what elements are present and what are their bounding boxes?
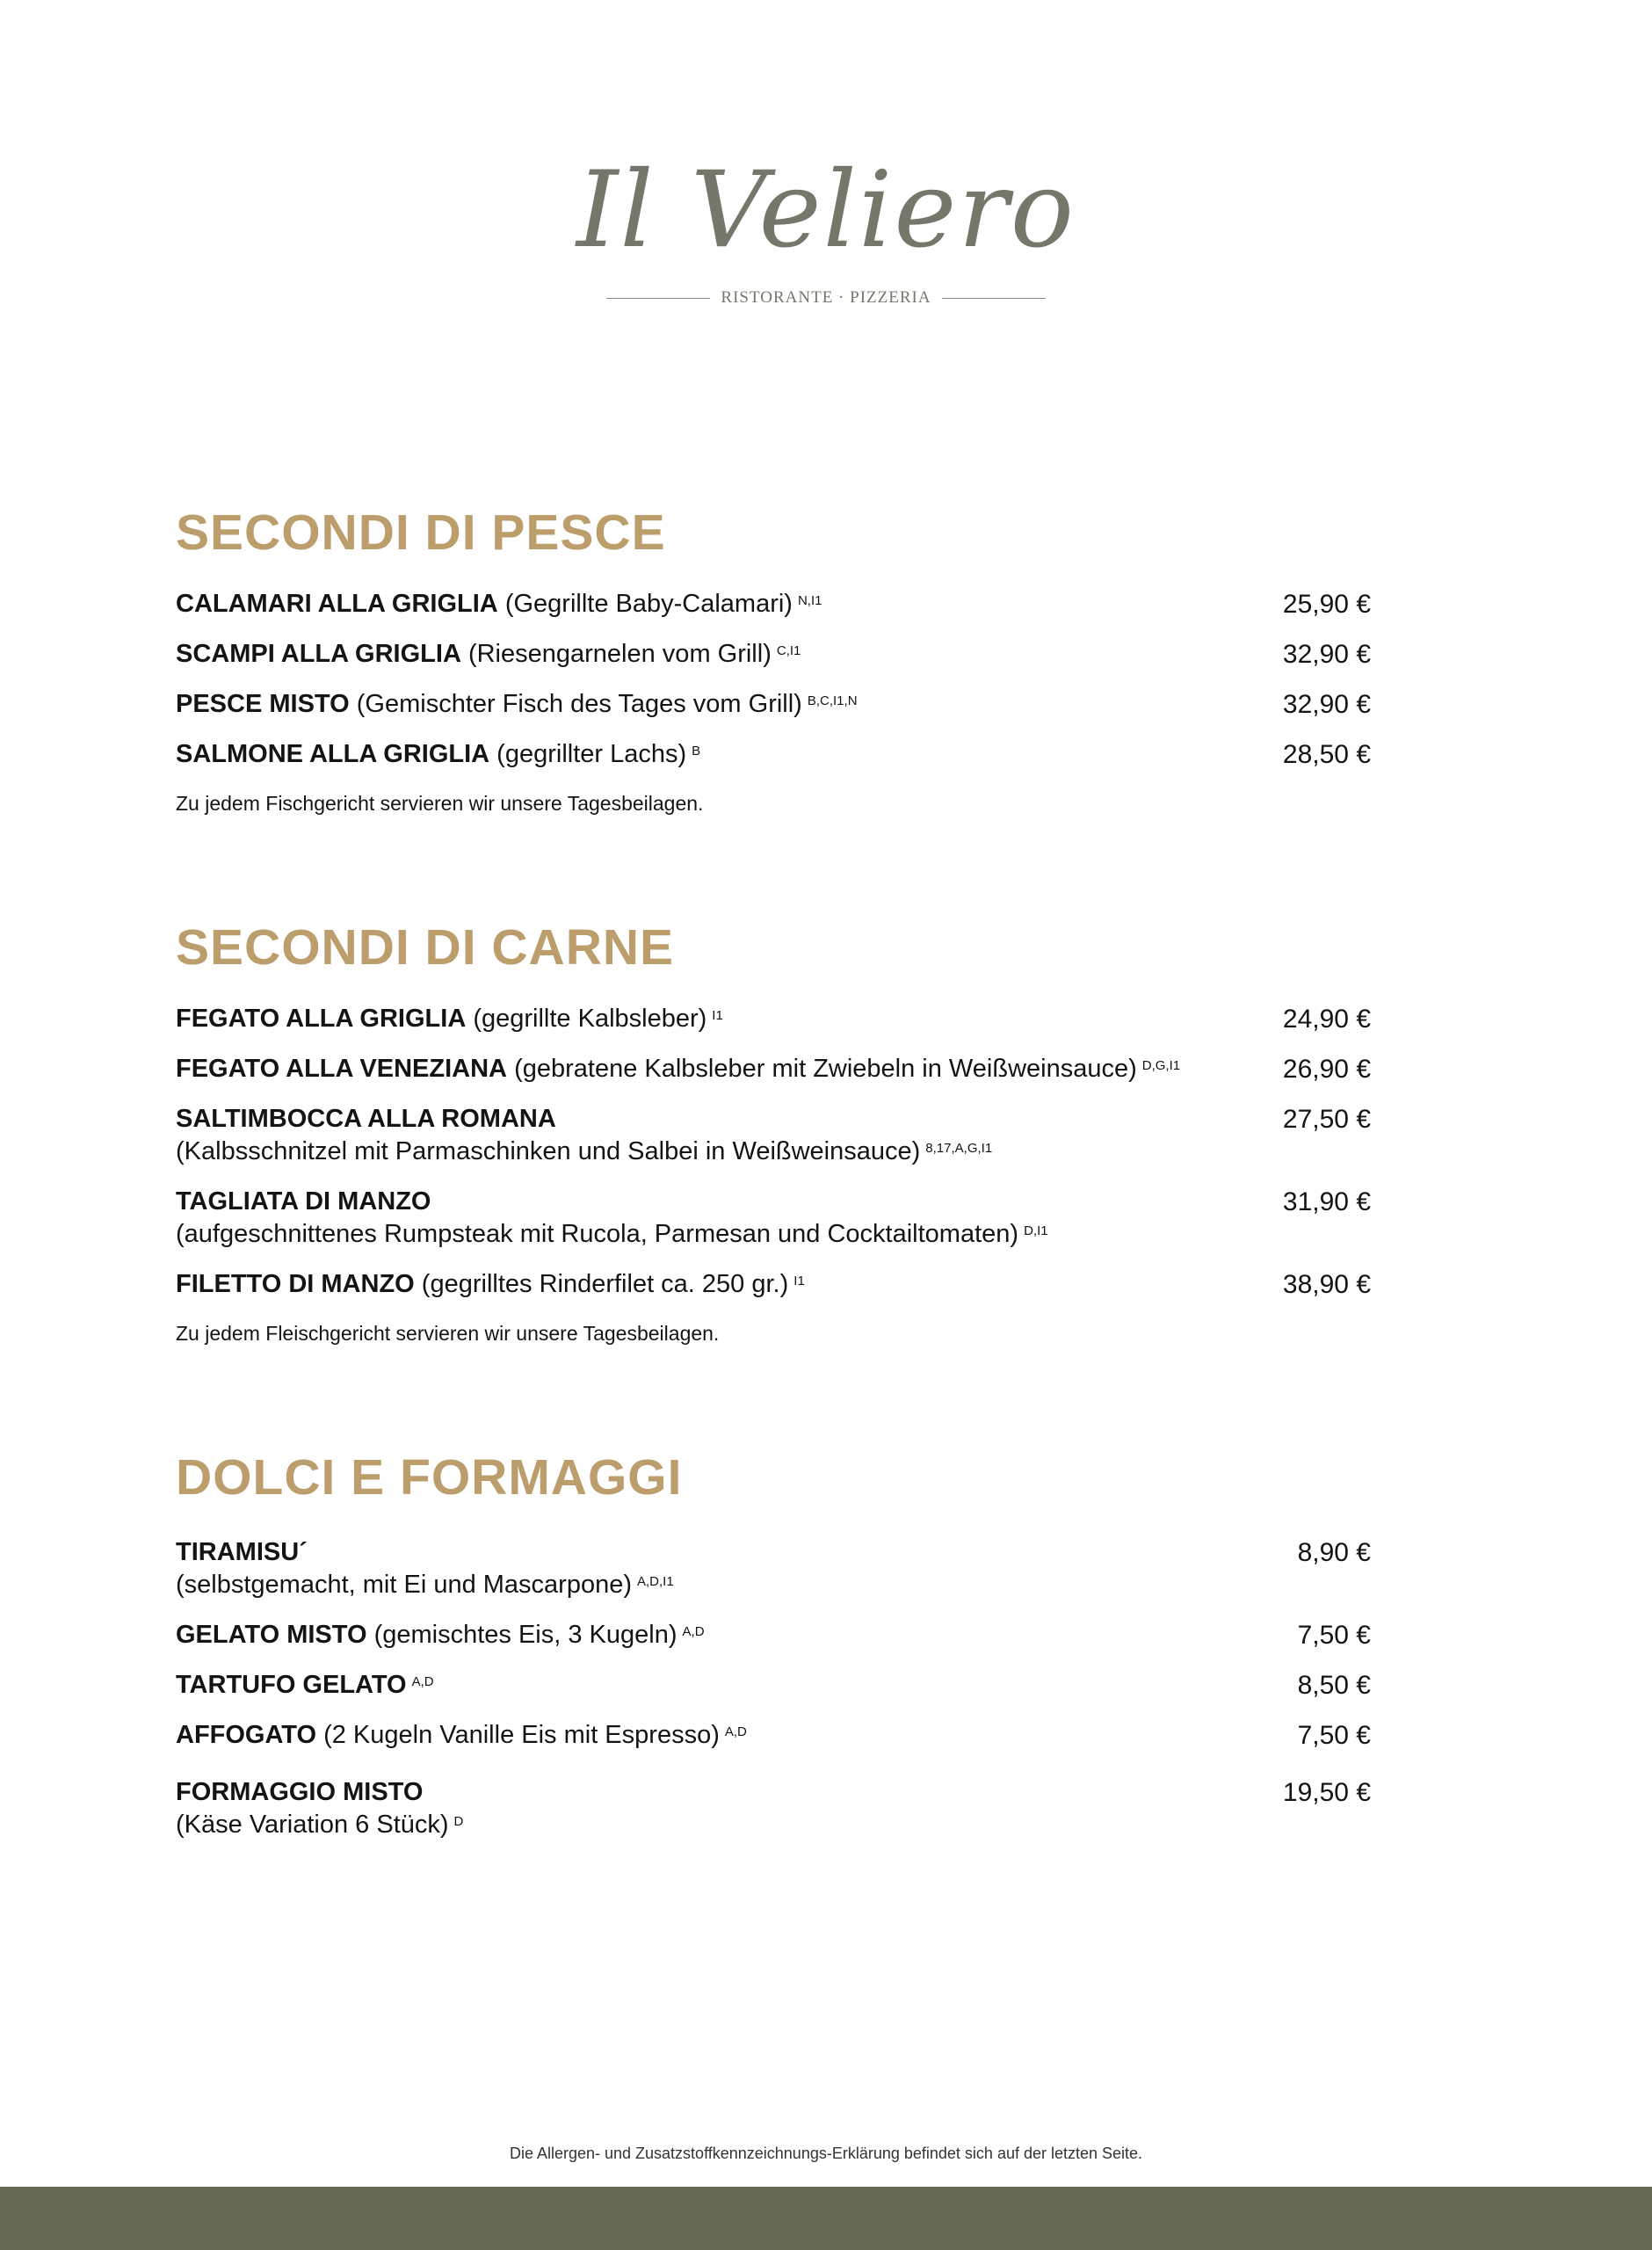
allergen-footnote: Die Allergen- und Zusatzstoffkennzeichnungs-Erklärung befindet sich auf der letzten Seite. [509,2145,1143,2162]
item-description: (selbstgemacht, mit Ei und Mascarpone) [176,1571,632,1599]
allergen-codes: I1 [793,1274,805,1288]
menu-item [176,1268,1371,1301]
item-description: (Gemischter Fisch des Tages vom Grill) [356,690,802,718]
item-description: (Gegrillte Baby-Calamari) [504,590,793,618]
logo-subtitle-row [0,288,1652,308]
logo-rule-right [942,298,1046,299]
item-name: PESCE MISTO [176,690,350,718]
allergen-codes: 8,17,A,G,I1 [925,1141,993,1156]
section-title: DOLCI E FORMAGGI [176,1449,683,1506]
logo-subtitle: RISTORANTE · PIZZERIA [721,288,931,307]
section-note: Zu jedem Fleischgericht servieren wir unsere Tagesbeilagen. [176,1322,720,1345]
section-secondi-di-carne [176,919,1371,1346]
allergen-codes: A,D [724,1724,747,1739]
item-description: (Riesengarnelen vom Grill) [467,640,772,668]
item-name: AFFOGATO [176,1721,317,1749]
item-description: (gegrilltes Rinderfilet ca. 250 gr.) [421,1270,789,1298]
menu-item [176,1103,1371,1168]
menu-item [176,738,1371,771]
item-price: 7,50 € [1297,1621,1371,1650]
section-title: SECONDI DI CARNE [176,919,675,976]
item-description: (Käse Variation 6 Stück) [176,1811,449,1839]
item-price: 31,90 € [1282,1187,1371,1216]
item-price: 7,50 € [1297,1721,1371,1750]
item-description: (gebratene Kalbsleber mit Zwiebeln in Weißweinsauce) [514,1055,1137,1083]
item-name: TIRAMISU´ [176,1538,308,1566]
item-description: (2 Kugeln Vanille Eis mit Espresso) [323,1721,720,1749]
item-description: (Kalbsschnitzel mit Parmaschinken und Salbei in Weißweinsauce) [176,1137,921,1165]
allergen-codes: B,C,I1,N [807,693,858,708]
menu-item [176,1719,1371,1752]
item-price: 32,90 € [1282,640,1371,669]
item-name: FILETTO DI MANZO [176,1270,415,1298]
item-price: 25,90 € [1282,590,1371,619]
item-price: 19,50 € [1282,1778,1371,1807]
item-name: TARTUFO GELATO [176,1671,407,1699]
section-secondi-di-pesce [176,504,1371,817]
menu-item [176,1186,1371,1251]
item-name: FEGATO ALLA VENEZIANA [176,1055,507,1083]
menu-item [176,1619,1371,1651]
item-name: GELATO MISTO [176,1621,367,1649]
item-name: CALAMARI ALLA GRIGLIA [176,590,498,618]
item-price: 38,90 € [1282,1270,1371,1299]
allergen-codes: A,D [682,1624,705,1639]
item-description: (gegrillter Lachs) [496,740,687,768]
allergen-codes: D,I1 [1024,1223,1048,1238]
allergen-codes: I1 [712,1008,723,1023]
allergen-codes: C,I1 [776,643,801,658]
item-name: FEGATO ALLA GRIGLIA [176,1005,467,1033]
allergen-codes: A,D,I1 [637,1574,674,1589]
section-dolci-e-formaggi [176,1449,1371,1841]
item-price: 28,50 € [1282,740,1371,769]
item-name: SCAMPI ALLA GRIGLIA [176,640,461,668]
footer-bar [0,2187,1652,2250]
menu-item [176,1003,1371,1035]
item-price: 8,90 € [1297,1538,1371,1567]
item-price: 27,50 € [1282,1105,1371,1134]
allergen-codes: D,G,I1 [1141,1058,1181,1073]
item-name: SALMONE ALLA GRIGLIA [176,740,490,768]
allergen-codes: N,I1 [797,593,822,608]
allergen-codes: B [692,744,701,758]
allergen-codes: D [453,1814,464,1829]
item-name: FORMAGGIO MISTO [176,1778,424,1806]
menu-item [176,1776,1371,1841]
item-description: (aufgeschnittenes Rumpsteak mit Rucola, Parmesan und Cocktailtomaten) [176,1220,1019,1248]
allergen-codes: A,D [411,1674,434,1689]
item-price: 26,90 € [1282,1055,1371,1084]
section-note: Zu jedem Fischgericht servieren wir unsere Tagesbeilagen. [176,792,704,815]
item-price: 24,90 € [1282,1005,1371,1034]
menu-item [176,1669,1371,1702]
logo-rule-left [606,298,710,299]
item-price: 8,50 € [1297,1671,1371,1700]
item-name: TAGLIATA DI MANZO [176,1187,431,1216]
item-description: (gegrillte Kalbsleber) [473,1005,707,1033]
item-price: 32,90 € [1282,690,1371,719]
item-name: SALTIMBOCCA ALLA ROMANA [176,1105,556,1133]
menu-item [176,588,1371,621]
menu-item [176,1053,1371,1085]
restaurant-logo [0,149,1652,308]
item-description: (gemischtes Eis, 3 Kugeln) [373,1621,677,1649]
menu-item [176,688,1371,721]
logo-wordmark: Il Veliero [576,149,1076,272]
menu-item [176,1536,1371,1601]
menu-item [176,638,1371,671]
section-title: SECONDI DI PESCE [176,504,666,561]
